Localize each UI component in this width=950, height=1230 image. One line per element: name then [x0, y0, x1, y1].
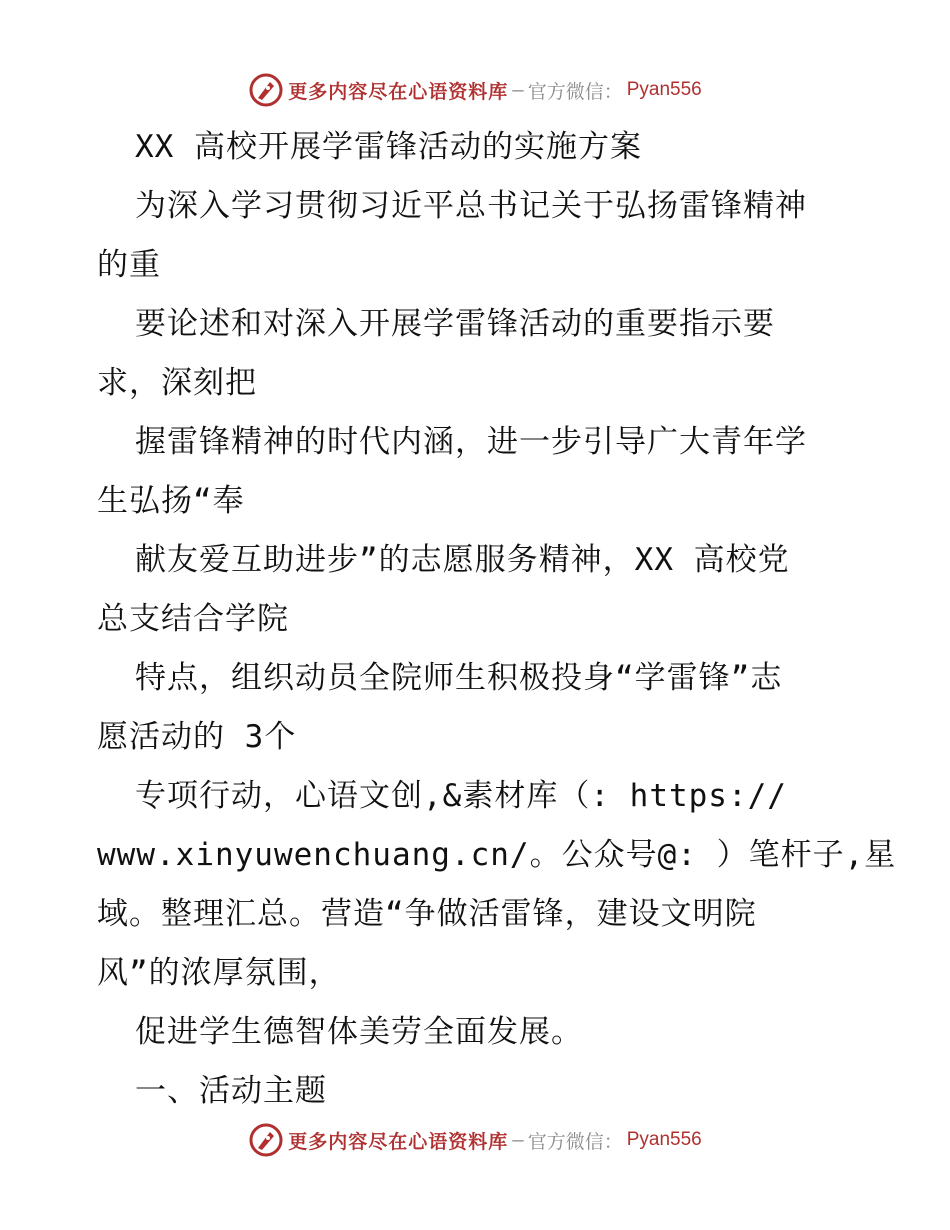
text-line: 握雷锋精神的时代内涵，进一步引导广大青年学 — [135, 424, 807, 460]
banner-separator: — — [512, 79, 524, 101]
text-line: 为深入学习贯彻习近平总书记关于弘扬雷锋精神 — [135, 188, 807, 224]
text-line: www.xinyuwenchuang.cn/。公众号@: ）笔杆子,星 — [97, 837, 897, 873]
banner-site-text: 更多内容尽在心语资料库 — [288, 1130, 509, 1153]
text-line: 愿活动的 3个 — [97, 719, 297, 755]
text-line: 促进学生德智体美劳全面发展。 — [135, 1014, 583, 1050]
text-line: 生弘扬“奉 — [97, 483, 245, 519]
text-line: 要论述和对深入开展学雷锋活动的重要指示要 — [135, 306, 775, 342]
header-banner — [0, 70, 950, 110]
document-title: XX 高校开展学雷锋活动的实施方案 — [135, 129, 642, 165]
banner-site-text: 更多内容尽在心语资料库 — [288, 80, 509, 103]
banner-wechat-label: 官方微信： — [527, 80, 623, 103]
section-heading: 一、活动主题 — [135, 1073, 327, 1109]
text-line: 的重 — [97, 247, 161, 283]
banner-wechat-id: Pyan556 — [626, 1129, 702, 1150]
pen-nib-logo-icon — [248, 72, 284, 108]
text-line: 特点，组织动员全院师生积极投身“学雷锋”志 — [135, 660, 783, 696]
text-line: 专项行动，心语文创,&素材库（: https:// — [135, 778, 787, 814]
text-line: 求，深刻把 — [97, 365, 257, 401]
banner-separator: — — [512, 1129, 524, 1151]
text-line: 域。整理汇总。营造“争做活雷锋，建设文明院 — [97, 896, 757, 932]
banner-wechat-label: 官方微信： — [527, 1130, 623, 1153]
text-line: 风”的浓厚氛围， — [97, 955, 341, 991]
document-body — [97, 118, 897, 1121]
pen-nib-logo-icon — [248, 1122, 284, 1158]
text-line: 总支结合学院 — [97, 601, 289, 637]
banner-wechat-id: Pyan556 — [626, 79, 702, 100]
text-line: 献友爱互助进步”的志愿服务精神，XX 高校党 — [135, 542, 790, 578]
footer-banner — [0, 1120, 950, 1160]
